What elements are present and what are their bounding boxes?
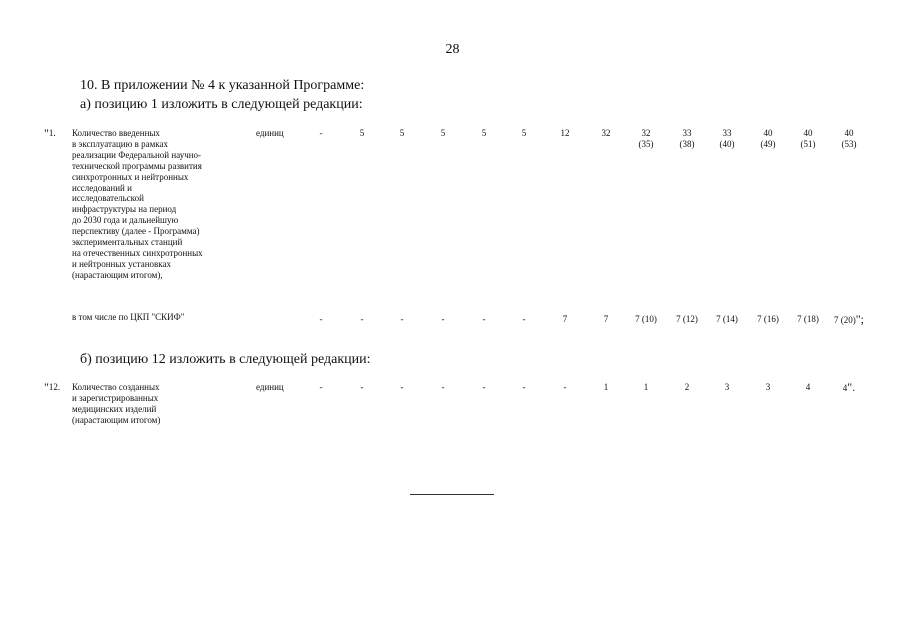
position-1-description	[72, 128, 247, 281]
position-12-table	[44, 382, 864, 442]
subrow-value-cell: 7 (12)	[676, 314, 698, 324]
description-line: исследовательской	[72, 193, 144, 204]
description-line: Количество созданных	[72, 382, 160, 392]
subrow-value-cell: 7	[562, 314, 568, 324]
description-line: технической программы развития	[72, 160, 202, 171]
position-1-number: "1.	[44, 126, 56, 140]
intro-line-2: а) позицию 1 изложить в следующей редакции:	[80, 97, 363, 112]
divider-line	[410, 494, 494, 495]
subrow-value-cell: -	[441, 314, 445, 324]
value-cell: 5	[399, 128, 405, 138]
subrow-value-cell: 7 (18)	[797, 314, 819, 324]
subrow-value-cell: -	[522, 314, 526, 324]
description-line: перспективу (далее - Программа)	[72, 226, 200, 237]
sub-value-cell: (38)	[679, 139, 695, 149]
position-12-description	[72, 382, 247, 426]
subrow-value-cell: -	[319, 314, 323, 324]
description-line: на отечественных синхротронных	[72, 247, 203, 258]
sub-value-cell: (40)	[719, 139, 735, 149]
description-line: исследований и	[72, 182, 132, 193]
value-cell: -	[319, 382, 323, 392]
subrow-value-cell: 7 (16)	[757, 314, 779, 324]
subrow-value-cell: 7 (14)	[716, 314, 738, 324]
value-cell: 5	[440, 128, 446, 138]
value-cell: -	[563, 382, 567, 392]
value-cell: 33	[722, 128, 732, 138]
value-cell: 32	[641, 128, 651, 138]
value-cell: 40	[803, 128, 813, 138]
position-1-table	[44, 128, 864, 328]
value-cell: 4	[805, 382, 811, 392]
sub-value-cell: (49)	[760, 139, 776, 149]
description-line: и нейтронных установках	[72, 258, 171, 269]
value-cell: 12	[560, 128, 570, 138]
subrow-value-cell: -	[360, 314, 364, 324]
subrow-value-cell: 7	[603, 314, 609, 324]
value-cell: -	[400, 382, 404, 392]
position-12-unit: единиц	[256, 382, 284, 392]
subrow-value-cell: 7 (10)	[635, 314, 657, 324]
description-line: (нарастающим итогом),	[72, 269, 163, 280]
value-cell: 3	[765, 382, 771, 392]
page-number: 28	[445, 42, 460, 57]
description-line: Количество введенных	[72, 128, 160, 138]
description-line: экспериментальных станций	[72, 237, 183, 248]
value-cell: 40	[844, 128, 854, 138]
value-cell: -	[482, 382, 486, 392]
value-cell: 40	[763, 128, 773, 138]
subrow-value-cell: -	[400, 314, 404, 324]
description-line: в эксплуатацию в рамках	[72, 138, 169, 149]
value-cell: 3	[724, 382, 730, 392]
description-line: до 2030 года и дальнейшую	[72, 215, 179, 226]
position-12-number: "12.	[44, 380, 61, 394]
value-cell: -	[319, 128, 323, 138]
subrow-value-cell: 7 (20)";	[834, 312, 864, 326]
description-line: синхротронных и нейтронных	[72, 171, 189, 182]
description-line: и зарегистрированных	[72, 392, 159, 403]
value-cell: 5	[359, 128, 365, 138]
value-cell: 5	[481, 128, 487, 138]
position-1-unit: единиц	[256, 128, 284, 138]
value-cell: -	[522, 382, 526, 392]
subrow-value-cell: -	[482, 314, 486, 324]
value-cell: 5	[521, 128, 527, 138]
sub-value-cell: (53)	[841, 139, 857, 149]
value-cell: -	[441, 382, 445, 392]
intro-line-1: 10. В приложении № 4 к указанной Программе:	[80, 78, 365, 93]
value-cell: -	[360, 382, 364, 392]
description-line: (нарастающим итогом)	[72, 414, 161, 425]
value-cell: 1	[643, 382, 649, 392]
sub-value-cell: (35)	[638, 139, 654, 149]
value-cell: 33	[682, 128, 692, 138]
closing-quote: ";	[855, 312, 864, 326]
position-1-subrow-label: в том числе по ЦКП "СКИФ"	[72, 312, 185, 322]
intro-line-3: б) позицию 12 изложить в следующей редакции:	[80, 352, 371, 367]
value-cell: 1	[603, 382, 609, 392]
description-line: медицинских изделий	[72, 403, 157, 414]
sub-value-cell: (51)	[800, 139, 816, 149]
description-line: реализации Федеральной научно-	[72, 149, 202, 160]
value-cell: 4".	[842, 380, 856, 394]
description-line: инфраструктуры на период	[72, 204, 177, 215]
value-cell: 2	[684, 382, 690, 392]
closing-quote: ".	[847, 380, 856, 394]
value-cell: 32	[601, 128, 611, 138]
